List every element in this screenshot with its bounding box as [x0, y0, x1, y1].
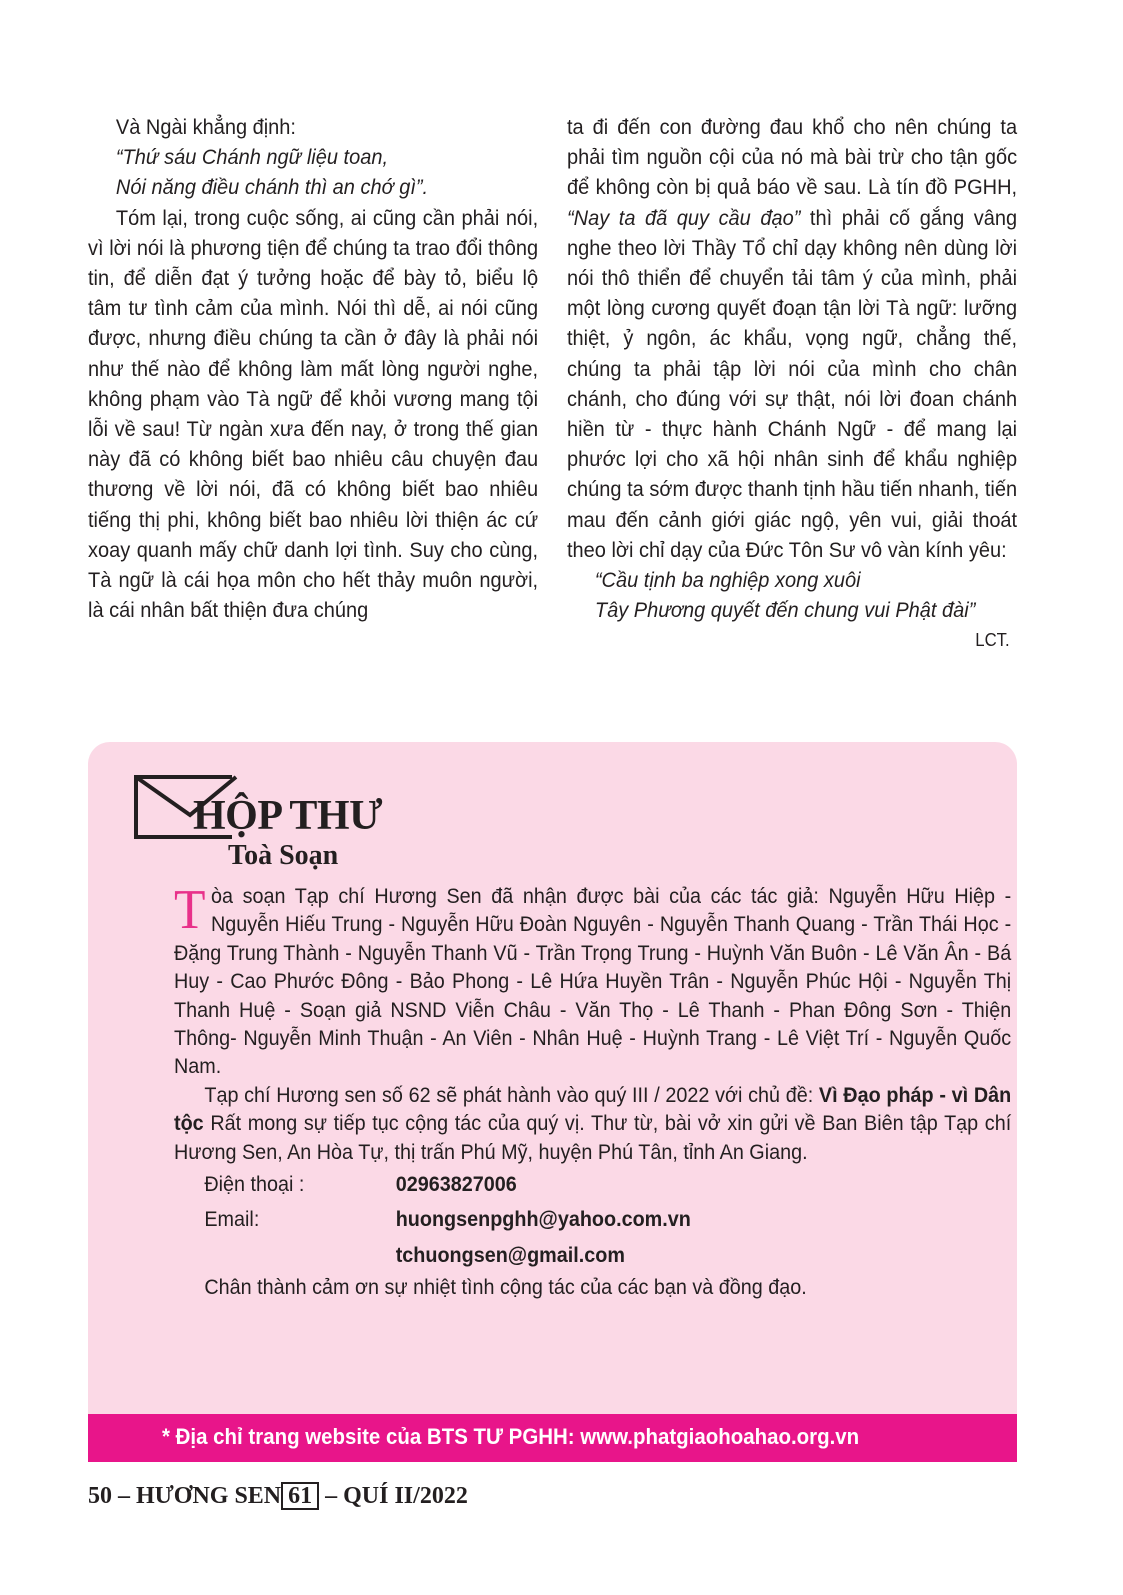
website-banner	[88, 1414, 1017, 1462]
email-row	[174, 1241, 1011, 1269]
footer-dash: –	[118, 1483, 130, 1509]
mailbox-title: HỘP THƯ	[193, 793, 383, 839]
magazine-name: HƯƠNG SEN	[136, 1483, 282, 1509]
phone-label: Điện thoại :	[204, 1172, 305, 1197]
issue-text: Tạp chí Hương sen số 62 sẽ phát hành vào quý III / 2022 với chủ đề:	[204, 1082, 814, 1107]
mailbox-body	[174, 879, 1012, 1302]
issue-paragraph	[174, 1081, 1011, 1166]
article-paragraph	[567, 112, 1017, 565]
mailbox-section	[88, 742, 1017, 1462]
authors-paragraph	[174, 879, 1012, 1081]
drop-cap: T	[174, 879, 206, 941]
verse-line: Nói năng điều chánh thì an chớ gì”.	[115, 175, 429, 200]
issue-text: Rất mong sự tiếp tục cộng tác của quý vị. Thư từ, bài vở xin gửi về Ban Biên tập Tạp chí Hương Sen, An Hòa Tự, thị trấn Phú Mỹ, huyện Phú Tân, tỉnh An Giang.	[174, 1111, 1012, 1164]
article-intro: Và Ngài khẳng định:	[115, 115, 296, 139]
article-paragraph: Tóm lại, trong cuộc sống, ai cũng cần phải nói, vì lời nói là phương tiện để chúng ta trao đổi thông tin, để diễn đạt ý tưởng hoặc để bày tỏ, biểu lộ tâm tư tình cảm của mình. Nói thì dễ, ai nói cũng được, nhưng điều chúng ta cần ở đây là phải nói như thế nào để không làm mất lòng người nghe, không phạm vào Tà ngữ để khỏi vương mang tội lỗi về sau! Từ ngàn xưa đến nay, ở trong thế gian này đã có không biết bao nhiêu câu chuyện đau thương về lời nói, đã có không biết bao nhiêu tiếng thị phi, không biết bao nhiêu lời thiện ác cứ xoay quanh mấy chữ danh lợi tình. Suy cho cùng, Tà ngữ là cái họa môn cho hết thảy muôn người, là cái nhân bất thiện đưa chúng	[88, 205, 539, 623]
email-label-spacer	[174, 1241, 396, 1269]
issue-theme: Vì Đạo pháp - vì Dân tộc	[174, 1082, 1012, 1136]
authors-list: òa soạn Tạp chí Hương Sen đã nhận được bài của các tác giả: Nguyễn Hữu Hiệp - Nguyễn Hiếu Trung - Nguyễn Hữu Đoàn Nguyên - Nguyễn Thanh Quang - Trần Thái Học - Đặng Trung Thành - Nguyễn Thanh Vũ - Trần Trọng Trung - Huỳnh Văn Buôn - Lê Văn Ân - Bá Huy - Cao Phước Đông - Bảo Phong - Lê Hứa Huyền Trân - Nguyễn Phúc Hội - Nguyễn Thị Thanh Huệ - Soạn giả NSND Viễn Châu - Văn Thọ - Lê Thanh - Phan Đông Sơn - Thiện Thông- Nguyễn Minh Thuận - An Viên - Nhân Huệ - Huỳnh Trang - Lê Việt Trí - Nguyễn Quốc Nam.	[174, 884, 1012, 1079]
article-left-column	[88, 112, 538, 625]
issue-period: QUÍ II/2022	[343, 1483, 468, 1509]
email-address[interactable]: huongsenpghh@yahoo.com.vn	[395, 1207, 691, 1232]
email-label: Email:	[204, 1207, 260, 1232]
thanks-text: Chân thành cảm ơn sự nhiệt tình cộng tác của các bạn và đồng đạo.	[204, 1275, 807, 1300]
article-right-column	[567, 112, 1017, 656]
quoted-phrase: “Nay ta đã quy cầu đạo”	[567, 205, 801, 230]
verse-line: Tây Phương quyết đến chung vui Phật đài”	[594, 598, 976, 623]
paragraph-text: thì phải cố gắng vâng nghe theo lời Thầy Tổ chỉ dạy không nên dùng lời nói thô thiển để chuyển tải tâm ý của mình, phải một lòng cương quyết đoạn tận lời Tà ngữ: lưỡng thiệt, ỷ ngôn, ác khẩu, vọng ngữ, chẳng thế, chúng ta phải tập lời nói của mình cho chân chánh, cho đúng với sự thật, nói lời đoan chánh hiền từ - thực hành Chánh Ngữ - để mang lại phước lợi cho xã hội nhân sinh để khẩu nghiệp chúng ta sớm được thanh tịnh hầu tiến nhanh, tiến mau đến cảnh giới giác ngộ, yên vui, giải thoát theo lời chỉ dạy của Đức Tôn Sư vô vàn kính yêu:	[567, 205, 1018, 562]
phone-number: 02963827006	[395, 1172, 517, 1197]
email-address[interactable]: tchuongsen@gmail.com	[395, 1242, 625, 1267]
verse-line: “Thứ sáu Chánh ngữ liệu toan,	[115, 145, 389, 170]
website-link[interactable]: * Địa chỉ trang website của BTS TƯ PGHH: www.phatgiaohoahao.org.vn	[162, 1424, 860, 1449]
footer-dash: –	[325, 1483, 338, 1509]
mailbox-subtitle: Toà Soạn	[228, 840, 339, 871]
email-row	[174, 1205, 1011, 1233]
page-number: 50	[88, 1483, 112, 1509]
author-signature: LCT.	[975, 630, 1010, 651]
verse-line: “Cầu tịnh ba nghiệp xong xuôi	[594, 568, 861, 593]
paragraph-text: ta đi đến con đường đau khổ cho nên chúng ta phải tìm nguồn cội của nó mà bài trừ cho tận gốc để không còn bị quả báo về sau. Là tín đồ PGHH,	[567, 115, 1018, 200]
phone-row	[174, 1170, 1011, 1198]
page-footer	[88, 1482, 468, 1510]
issue-number: 61	[281, 1482, 319, 1510]
